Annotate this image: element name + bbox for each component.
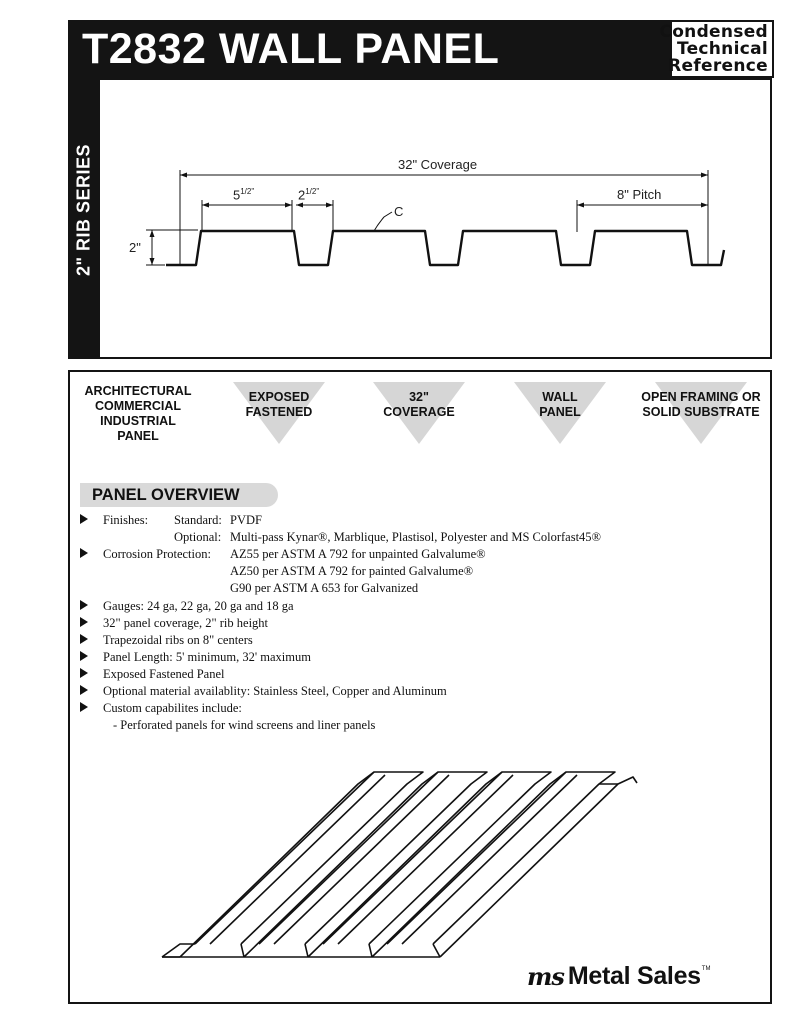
list-item-text: Gauges: 24 ga, 22 ga, 20 ga and 18 ga — [103, 599, 294, 613]
feature-architectural-panel — [68, 384, 208, 444]
bullet-arrow-icon — [80, 685, 88, 695]
feature-label: EXPOSED FASTENED — [245, 390, 313, 419]
rib-top-label: $5^{1/2"}$ — [233, 187, 255, 203]
bullet-arrow-icon — [80, 702, 88, 712]
list-item-text: Panel Length: 5' minimum, 32' maximum — [103, 650, 311, 664]
logo-trademark: TM — [701, 966, 711, 972]
feature-label: ARCHITECTURAL COMMERCIAL INDUSTRIAL PANEL — [84, 384, 192, 443]
bullet-arrow-icon — [80, 634, 88, 644]
reference-line: Condensed — [659, 21, 768, 42]
page-title: T2832 WALL PANEL — [82, 25, 500, 73]
condensed-technical-reference-badge — [659, 20, 774, 78]
feature-coverage — [373, 390, 465, 420]
corrosion-line: AZ50 per ASTM A 792 for painted Galvalume® — [230, 564, 474, 578]
metal-sales-logo — [527, 962, 710, 991]
feature-wall-panel — [514, 390, 606, 420]
rib-valley-label: $2^{1/2"}$ — [298, 187, 320, 203]
section-title: PANEL OVERVIEW — [92, 486, 240, 504]
finishes-optional-value: Multi-pass Kynar®, Marblique, Plastisol, Polyester and MS Colorfast45® — [230, 530, 602, 544]
feature-label: 32" COVERAGE — [383, 390, 455, 419]
corrosion-line: G90 per ASTM A 653 for Galvanized — [230, 581, 419, 595]
finishes-label: Finishes: — [103, 513, 149, 527]
series-label: 2" RIB SERIES — [73, 143, 94, 277]
finishes-standard-value: PVDF — [230, 513, 262, 527]
list-item-text: 32" panel coverage, 2" rib height — [103, 616, 269, 630]
panel-profile-drawing — [100, 78, 772, 359]
callout-leader — [374, 212, 392, 231]
panel-isometric-illustration — [160, 765, 640, 965]
callout-label: C — [394, 204, 404, 219]
list-item-text: Optional material availablity: Stainless Steel, Copper and Aluminum — [103, 684, 447, 698]
panel-profile-line — [166, 231, 724, 265]
feature-open-framing — [631, 390, 771, 420]
bullet-arrow-icon — [80, 514, 88, 524]
pitch-label: 8" Pitch — [617, 187, 662, 202]
height-label: 2" — [129, 240, 141, 255]
bullet-arrow-icon — [80, 668, 88, 678]
logo-name: Metal Sales — [567, 962, 701, 990]
finishes-standard-label: Standard: — [174, 513, 222, 527]
ms-logo-icon: ms — [527, 962, 564, 991]
list-item-text: Custom capabilites include: — [103, 701, 242, 715]
bullet-arrow-icon — [80, 651, 88, 661]
corrosion-label: Corrosion Protection: — [103, 547, 211, 561]
feature-label: OPEN FRAMING OR SOLID SUBSTRATE — [641, 390, 761, 419]
reference-line: Technical — [676, 38, 768, 59]
corrosion-line: AZ55 per ASTM A 792 for unpainted Galvalume® — [230, 547, 486, 561]
bullet-arrow-icon — [80, 548, 88, 558]
reference-line: Reference — [668, 55, 768, 76]
finishes-optional-label: Optional: — [174, 530, 222, 544]
feature-label: WALL PANEL — [539, 390, 581, 419]
bullet-arrow-icon — [80, 600, 88, 610]
list-item-text: Exposed Fastened Panel — [103, 667, 225, 681]
coverage-label: 32" Coverage — [398, 157, 478, 172]
list-sub-item-text: - Perforated panels for wind screens and liner panels — [113, 718, 376, 732]
feature-exposed-fastened — [233, 390, 325, 420]
list-item-text: Trapezoidal ribs on 8" centers — [103, 633, 253, 647]
bullet-arrow-icon — [80, 617, 88, 627]
